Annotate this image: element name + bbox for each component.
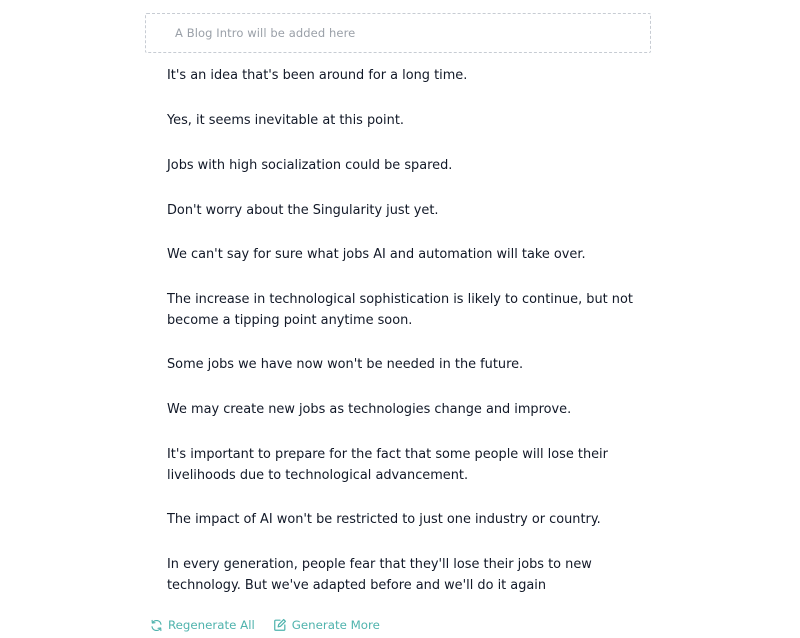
- idea-line: It's an idea that's been around for a long time.: [167, 68, 468, 83]
- idea-item[interactable]: [167, 290, 633, 331]
- regenerate-all-label: Regenerate All: [168, 618, 255, 632]
- idea-item[interactable]: [167, 111, 617, 132]
- idea-line: The impact of AI won't be restricted to just one industry or country.: [167, 512, 601, 527]
- idea-line: become a tipping point anytime soon.: [167, 312, 413, 328]
- generate-more-label: Generate More: [291, 618, 380, 632]
- idea-line: In every generation, people fear that they'll lose their jobs to new: [167, 557, 592, 572]
- idea-line: We may create new jobs as technologies change and improve.: [167, 402, 572, 417]
- idea-item[interactable]: [167, 400, 617, 421]
- edit-icon: [273, 618, 292, 632]
- idea-line: Some jobs we have now won't be needed in the future.: [167, 357, 524, 372]
- generate-more-button[interactable]: [273, 618, 380, 632]
- blog-intro-placeholder: A Blog Intro will be added here: [175, 26, 356, 40]
- blog-intro-dropzone[interactable]: [145, 13, 651, 53]
- idea-line: It's important to prepare for the fact that some people will lose their: [167, 447, 608, 462]
- idea-line: Yes, it seems inevitable at this point.: [167, 113, 404, 128]
- refresh-icon: [150, 619, 168, 632]
- idea-item[interactable]: [167, 156, 617, 177]
- idea-item[interactable]: [167, 510, 617, 531]
- idea-line: technology. But we've adapted before and we'll do it again: [167, 577, 547, 593]
- idea-line: The increase in technological sophistication is likely to continue, but not: [167, 292, 633, 307]
- idea-item[interactable]: [167, 445, 617, 486]
- idea-line: We can't say for sure what jobs AI and automation will take over.: [167, 247, 586, 262]
- regenerate-all-button[interactable]: [150, 618, 255, 632]
- idea-line: Don't worry about the Singularity just yet.: [167, 203, 439, 218]
- action-bar: [150, 616, 398, 634]
- idea-line: Jobs with high socialization could be spared.: [167, 158, 453, 173]
- idea-item[interactable]: [167, 555, 617, 596]
- idea-item[interactable]: [167, 66, 617, 87]
- idea-line: livelihoods due to technological advancement.: [167, 467, 469, 483]
- idea-item[interactable]: [167, 201, 617, 222]
- idea-item[interactable]: [167, 245, 617, 266]
- idea-item[interactable]: [167, 355, 617, 376]
